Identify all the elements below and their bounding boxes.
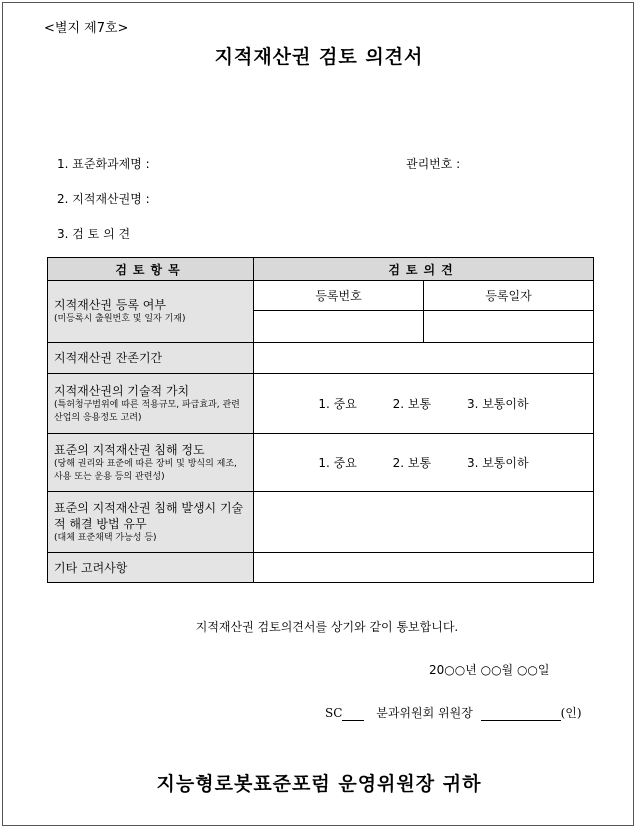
option-below-normal[interactable]: 3. 보통이하 [466, 456, 529, 470]
technical-solution-cell[interactable] [254, 492, 594, 553]
registration-date-header: 등록일자 [424, 281, 594, 311]
document-title: 지적재산권 검토 의견서 [214, 46, 424, 68]
table-header-row [48, 258, 594, 281]
remaining-period-cell[interactable] [254, 343, 594, 374]
table-row [48, 434, 594, 492]
row-title: 지적재산권 등록 여부 [54, 298, 166, 312]
header-review-item: 검토항목 [48, 258, 254, 281]
row-note: (당해 권리와 표준에 따른 장비 및 방식의 제조, 사용 또는 운용 등의 관련성) [54, 458, 237, 482]
table-row [48, 343, 594, 374]
row-note: (대체 표준채택 가능성 등) [54, 532, 157, 543]
row-label-infringement [48, 434, 254, 492]
standard-name-label: 1. 표준화과제명 : [57, 157, 150, 171]
ip-name-label: 2. 지적재산권명 : [57, 192, 150, 206]
infringement-options [254, 434, 594, 492]
technical-value-options [254, 374, 594, 434]
option-important[interactable]: 1. 중요 [318, 456, 357, 470]
row-label-technical-value [48, 374, 254, 434]
sc-prefix: SC [325, 706, 343, 720]
review-table [47, 257, 594, 583]
review-opinion-label: 3. 검 토 의 견 [57, 227, 131, 241]
row-title: 기타 고려사항 [54, 560, 128, 575]
row-title: 표준의 지적재산권 침해 발생시 기술적 해결 방법 유무 [54, 500, 244, 531]
management-number-label: 관리번호 : [406, 157, 461, 171]
registration-number-cell[interactable] [254, 311, 424, 343]
row-label-technical-solution [48, 492, 254, 553]
chair-name-blank[interactable] [481, 708, 561, 721]
sc-number-blank[interactable] [342, 708, 364, 721]
option-important[interactable]: 1. 중요 [318, 397, 357, 411]
registration-date-cell[interactable] [424, 311, 594, 343]
table-row [48, 492, 594, 553]
addressee: 지능형로봇표준포럼 운영위원장 귀하 [156, 773, 482, 795]
form-number: <별지 제7호> [44, 21, 129, 36]
table-row [48, 281, 594, 311]
notice-text: 지적재산권 검토의견서를 상기와 같이 통보합니다. [195, 620, 459, 634]
row-note: (특허청구범위에 따른 적용규모, 파급효과, 관련 산업의 응용정도 고려) [54, 399, 240, 423]
option-normal[interactable]: 2. 보통 [392, 397, 432, 411]
row-label-other [48, 553, 254, 583]
signature-line [325, 704, 582, 721]
date-line: 20○○년 ○○월 ○○일 [429, 663, 550, 677]
other-considerations-cell[interactable] [254, 553, 594, 583]
row-title: 지적재산권의 기술적 가치 [54, 383, 190, 398]
row-note: (미등록시 출원번호 및 일자 기재) [54, 314, 186, 324]
header-review-opinion: 검토의견 [254, 258, 594, 281]
table-row [48, 374, 594, 434]
row-label-remaining-period [48, 343, 254, 374]
option-below-normal[interactable]: 3. 보통이하 [466, 397, 529, 411]
committee-chair-label: 분과위원회 위원장 [376, 706, 473, 720]
registration-number-header: 등록번호 [254, 281, 424, 311]
row-title: 지적재산권 잔존기간 [54, 351, 163, 365]
row-label-registration [48, 281, 254, 343]
option-normal[interactable]: 2. 보통 [392, 456, 432, 470]
table-row [48, 553, 594, 583]
row-title: 표준의 지적재산권 침해 정도 [54, 442, 205, 457]
seal-mark: (인) [560, 706, 582, 720]
